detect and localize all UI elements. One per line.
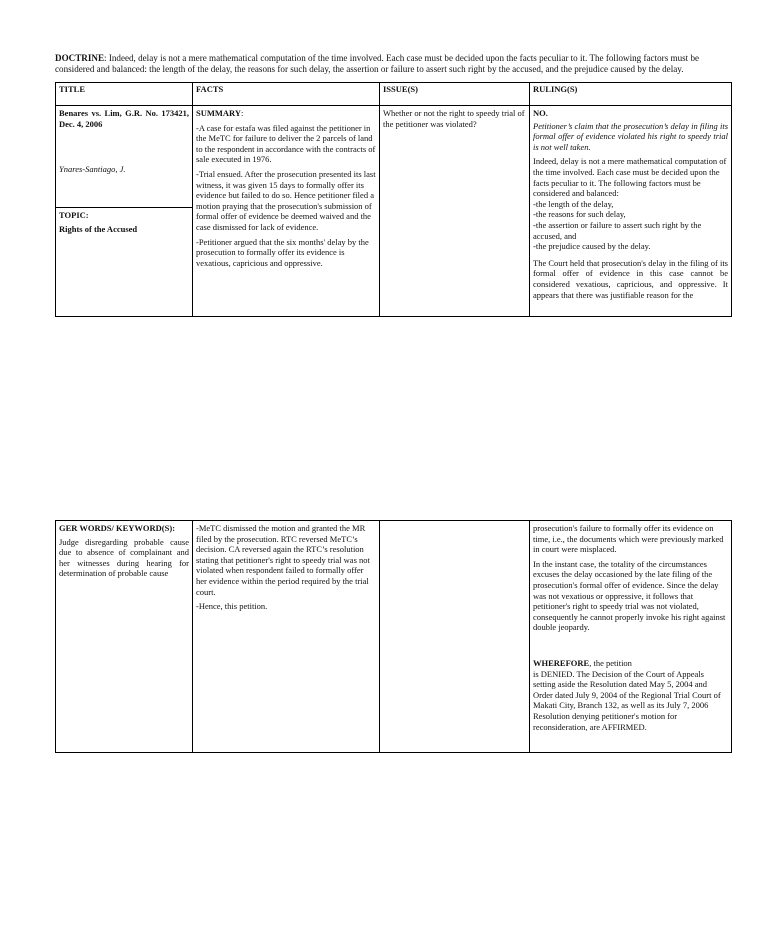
wherefore-line bbox=[533, 658, 728, 669]
header-title: TITLE bbox=[56, 83, 193, 106]
facts-paragraph-4: -MeTC dismissed the motion and granted the MR filed by the prosecution. RTC reversed MeTC’s decision. CA reversed again the RTC’s resolution stating that petitioner's right to speedy trial was not violated when respondent failed to formally offer her evidence within the period required by the trial court. bbox=[196, 523, 370, 597]
facts-cell bbox=[193, 106, 380, 317]
case-digest-table-continued bbox=[55, 520, 732, 753]
facts-cell-continued bbox=[193, 521, 380, 753]
topic-block bbox=[56, 207, 192, 312]
keywords-text: Judge disregarding probable cause due to absence of complainant and her witnesses during hearing for determination of probable cause bbox=[59, 536, 189, 579]
keywords-cell bbox=[56, 521, 193, 753]
ruling-paragraph-4: In the instant case, the totality of the circumstances excuses the delay occasioned by the late filing of the prosecution's formal offer of evidence. Since the delay was not vexatious or oppressive, it follows that petitioner's right to speedy trial was not violated, consequently he cannot properly invoke his right against double jeopardy. bbox=[533, 558, 726, 633]
ruling-answer: NO. bbox=[533, 108, 548, 118]
ruling-factor: -the reasons for such delay, bbox=[533, 209, 626, 220]
facts-paragraph-1: -A case for estafa was filed against the petitioner in the MeTC for failure to deliver the 2 parcels of land to the respondent in accordance with the contracts of sale executed in 1976. bbox=[196, 122, 376, 165]
ruling-paragraph-2: The Court held that prosecution's delay in the filing of its formal offer of evidence in this case cannot be considered vexatious, capricious, and oppressive. It appears that there was justifiable reason for the bbox=[533, 257, 728, 300]
facts-paragraph-3: -Petitioner argued that the six months' delay by the prosecution to formally offer its evidence is vexatious, capricious and oppressive. bbox=[196, 236, 369, 268]
ruling-factor: -the assertion or failure to assert such right by the accused, and bbox=[533, 219, 702, 241]
title-cell bbox=[56, 106, 193, 317]
ponente: Ynares-Santiago, J. bbox=[59, 164, 126, 175]
topic-label: TOPIC: bbox=[59, 210, 89, 220]
keywords-label: GER WORDS/ KEYWORD(S): bbox=[59, 523, 176, 533]
wherefore-label: WHEREFORE bbox=[533, 657, 590, 668]
ruling-italic-statement: Petitioner’s claim that the prosecution’s delay in filing its formal offer of evidence violated his right to speedy trial is not well taken. bbox=[533, 120, 728, 152]
wherefore-text: is DENIED. The Decision of the Court of Appeals setting aside the Resolution dated May 5, 2004 and Order dated July 9, 2004 of the Regional Trial Court of Makati City, Branch 132, as well as its July 7, 2006 Resolution denying petitioner's motion for reconsideration, are AFFIRMED. bbox=[533, 668, 721, 732]
ruling-cell-continued bbox=[530, 521, 732, 753]
doctrine-label: DOCTRINE bbox=[55, 53, 105, 63]
case-citation: Benares vs. Lim, G.R. No. 173421, Dec. 4, 2006 bbox=[59, 108, 189, 129]
ruling-factor: -the prejudice caused by the delay. bbox=[533, 241, 651, 252]
case-digest-table bbox=[55, 82, 732, 317]
ruling-cell bbox=[530, 106, 732, 317]
header-issues: ISSUE(S) bbox=[380, 83, 530, 106]
ruling-paragraph-1: Indeed, delay is not a mere mathematical computation of the time involved. Each case must be decided upon the facts peculiar to it. The following factors must be considered and balanced: bbox=[533, 156, 727, 199]
issue-cell-continued bbox=[380, 521, 530, 753]
wherefore-line-1: , the petition bbox=[589, 657, 632, 668]
facts-paragraph-2: -Trial ensued. After the prosecution presented its last witness, it was given 15 days to formally offer its evidence but failed to do so. Hence petitioner filed a motion praying that the prosecution's submission of formal offer of evidence be deemed waived and the case dismissed for lack of evidence. bbox=[196, 168, 376, 232]
header-facts: FACTS bbox=[193, 83, 380, 106]
summary-colon: : bbox=[241, 108, 244, 118]
doctrine-text: : Indeed, delay is not a mere mathematical computation of the time involved. Each case must be decided upon the facts peculiar to it. The following factors must be considered and balanced: the length of the delay, the reasons for such delay, the assertion or failure to assert such right by the accused, and the prejudice caused by the delay. bbox=[55, 53, 700, 74]
header-ruling: RULING(S) bbox=[530, 83, 732, 106]
facts-paragraph-5: -Hence, this petition. bbox=[196, 601, 268, 612]
issue-text: Whether or not the right to speedy trial of the petitioner was violated? bbox=[383, 108, 525, 129]
doctrine-paragraph bbox=[55, 53, 731, 75]
ruling-factor: -the length of the delay, bbox=[533, 198, 614, 209]
ruling-paragraph-3: prosecution's failure to formally offer its evidence on time, i.e., the documents which were previously marked in court were misplaced. bbox=[533, 523, 724, 555]
topic-value: Rights of the Accused bbox=[59, 223, 138, 234]
table-row bbox=[56, 106, 732, 317]
issue-cell bbox=[380, 106, 530, 317]
table-row bbox=[56, 521, 732, 753]
table-header-row bbox=[56, 83, 732, 106]
summary-label: SUMMARY bbox=[196, 108, 242, 118]
